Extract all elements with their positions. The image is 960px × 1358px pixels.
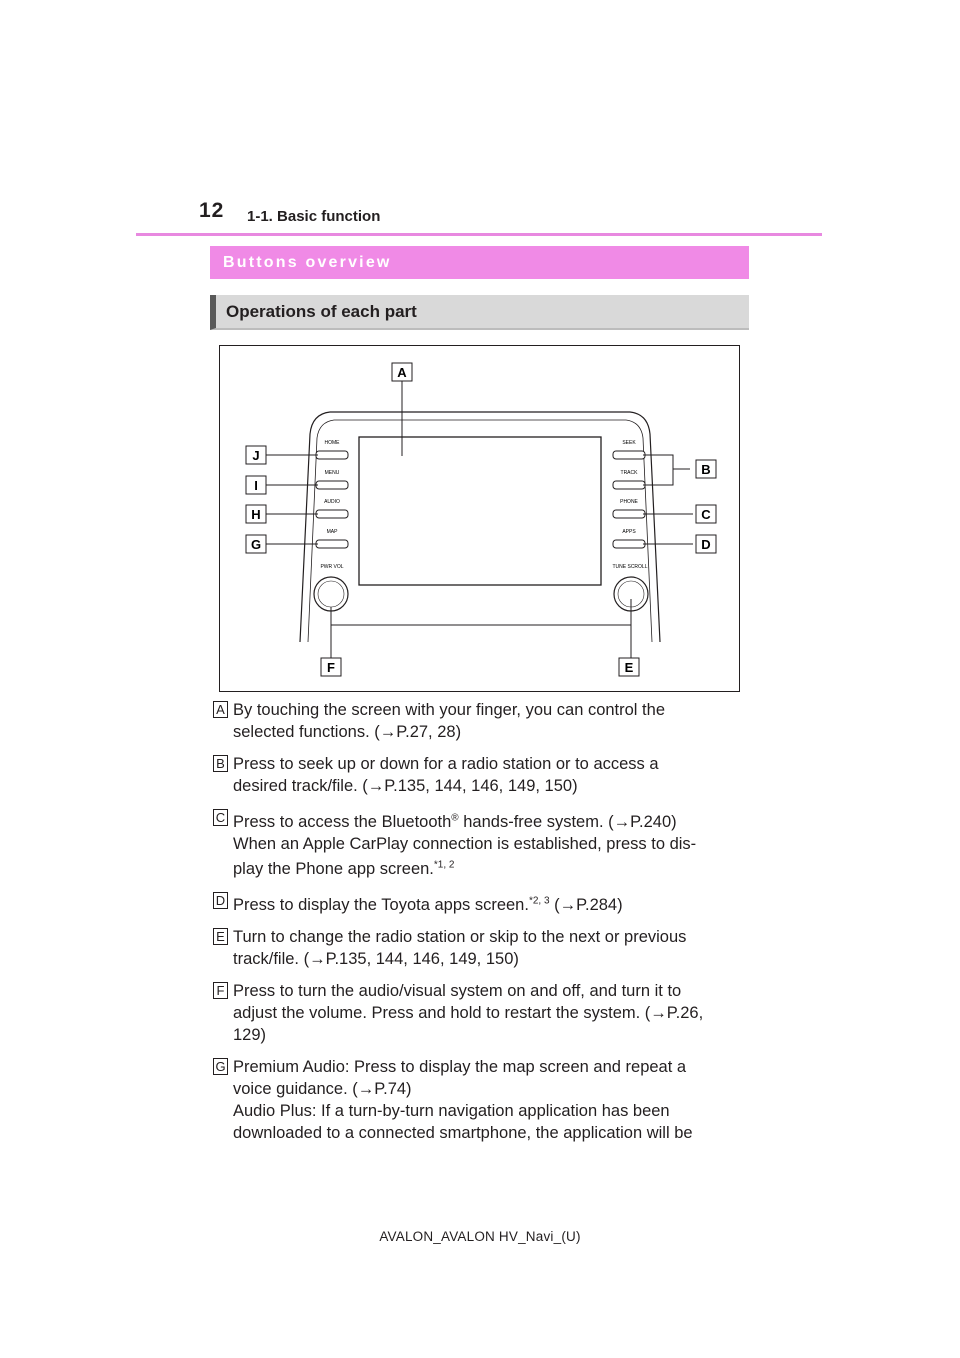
description-item-c (210, 807, 770, 880)
description-text: By touching the screen with your finger, you can control the selected functions. (→P.27, 28) (233, 701, 665, 741)
apps-button (613, 540, 645, 548)
callout-a: A (397, 365, 407, 380)
phone-button (613, 510, 645, 518)
description-item-f (210, 980, 770, 1046)
audio-button-label: AUDIO (324, 499, 340, 505)
callout-i: I (254, 478, 258, 493)
description-item-g (210, 1056, 770, 1144)
header-divider (136, 233, 822, 236)
page-number: 12 (199, 199, 225, 222)
description-text: Premium Audio: Press to display the map screen and repeat a voice guidance. (→P.74) Audio Plus: If a turn-by-turn navigation application has been downloaded to a connected smartphone, the application will be (233, 1057, 693, 1142)
seek-button (613, 451, 645, 459)
tune-scroll-label: TUNE SCROLL (612, 564, 648, 570)
letter-badge: E (213, 928, 228, 945)
page-footer: AVALON_AVALON HV_Navi_(U) (379, 1229, 581, 1244)
map-button-label: MAP (326, 529, 338, 535)
description-item-b (210, 753, 770, 797)
callout-f: F (327, 660, 335, 675)
description-text: Press to access the Bluetooth® hands-free system. (→P.240) When an Apple CarPlay connection is established, press to dis- play the Phone app screen.$^{*1, 2}$ (233, 812, 697, 878)
callout-j: J (252, 448, 260, 463)
track-button (613, 481, 645, 489)
left-button-column (316, 440, 348, 548)
apps-button-label: APPS (622, 529, 636, 535)
letter-badge: C (213, 809, 228, 826)
description-text: Press to display the Toyota apps screen.$^{*2, 3}$ (→P.284) (233, 895, 623, 914)
letter-badge: G (213, 1058, 228, 1075)
pwr-vol-label: PWR VOL (320, 564, 344, 570)
letter-badge: B (213, 755, 228, 772)
callout-c: C (701, 507, 711, 522)
map-button (316, 540, 348, 548)
home-button (316, 451, 348, 459)
description-text: Turn to change the radio station or skip to the next or previous track/file. (→P.135, 144, 146, 149, 150) (233, 927, 687, 968)
menu-button (316, 481, 348, 489)
callout-d: D (701, 537, 711, 552)
phone-button-label: PHONE (620, 499, 638, 505)
callout-h: H (251, 507, 261, 522)
letter-badge: F (213, 982, 228, 999)
callout-g: G (250, 537, 262, 552)
main-heading-banner: Buttons overview (210, 246, 749, 279)
right-button-column (613, 440, 645, 548)
track-button-label: TRACK (620, 470, 638, 476)
letter-badge: A (213, 701, 228, 718)
description-text: Press to seek up or down for a radio station or to access a desired track/file. (→P.135, 144, 146, 149, 150) (233, 755, 659, 795)
section-title: 1-1. Basic function (247, 208, 381, 225)
callout-e: E (624, 660, 634, 675)
touch-screen (359, 437, 601, 585)
sub-heading-banner: Operations of each part (210, 295, 749, 330)
description-item-a (210, 699, 770, 743)
seek-button-label: SEEK (622, 440, 636, 446)
head-unit-diagram (219, 345, 740, 692)
description-text: Press to turn the audio/visual system on and off, and turn it to adjust the volume. Press and hold to restart the system. (→P.26, 129) (233, 981, 704, 1044)
pwr-vol-knob (314, 577, 348, 611)
callout-b: B (701, 462, 711, 477)
description-item-e (210, 926, 770, 970)
description-list (210, 699, 770, 1154)
home-button-label: HOME (324, 440, 340, 446)
audio-button (316, 510, 348, 518)
letter-badge: D (213, 892, 228, 909)
description-item-d (210, 890, 770, 916)
menu-button-label: MENU (324, 470, 340, 476)
